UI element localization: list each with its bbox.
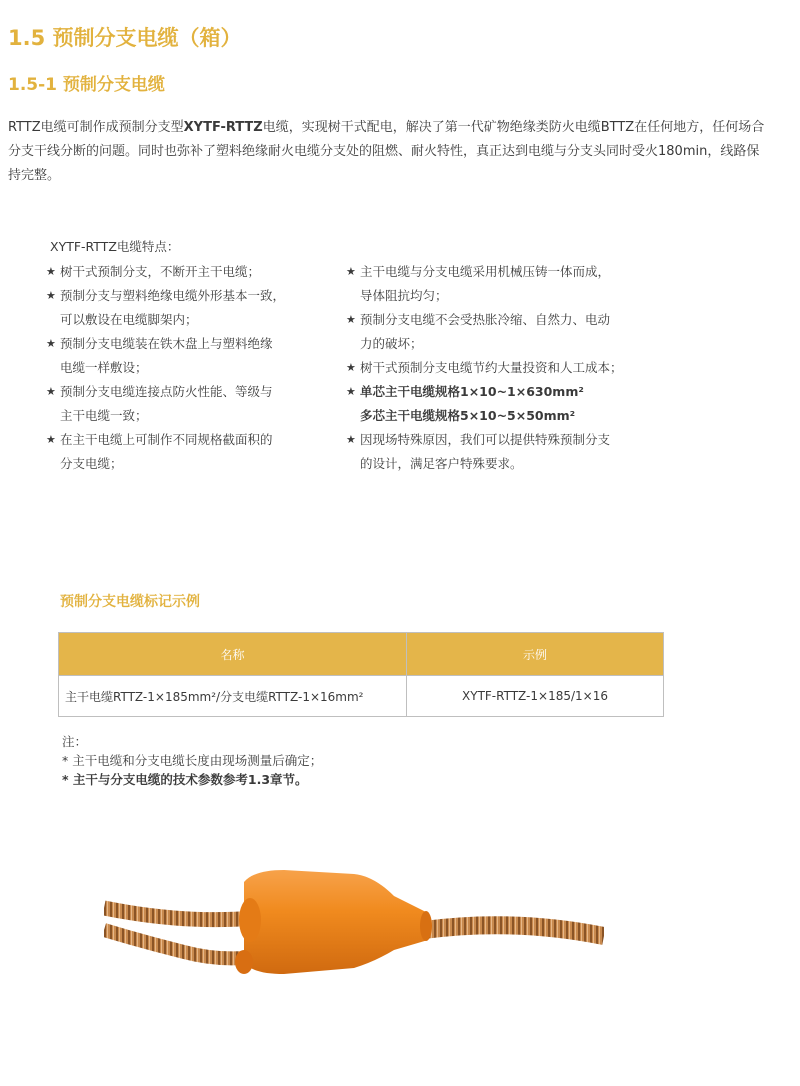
feature-text: 预制分支电缆连接点防火性能、等级与 主干电缆一致； <box>60 384 273 423</box>
intro-text-1: RTTZ电缆可制作成预制分支型 <box>8 120 184 135</box>
sleeve-end-main <box>239 898 261 942</box>
table-title: 预制分支电缆标记示例 <box>60 594 200 610</box>
features-right-column <box>346 260 646 476</box>
main-cable-out <box>424 925 604 936</box>
star-icon: ★ <box>346 265 356 278</box>
marking-example-table <box>58 632 664 717</box>
feature-text: 因现场特殊原因，我们可以提供特殊预制分支 的设计，满足客户特殊要求。 <box>360 432 611 471</box>
feature-item <box>46 428 336 476</box>
feature-text: 树干式预制分支，不断开主干电缆； <box>60 264 261 279</box>
table-cell-name: 主干电缆RTTZ-1×185mm²/分支电缆RTTZ-1×16mm² <box>59 676 407 717</box>
feature-item-specs <box>346 380 646 428</box>
feature-text: 单芯主干电缆规格1×10~1×630mm² 多芯主干电缆规格5×10~5×50mm² <box>360 384 584 423</box>
intro-model-bold: XYTF-RTTZ <box>183 120 263 135</box>
feature-text: 预制分支电缆不会受热胀冷缩、自然力、电动 力的破坏； <box>360 312 611 351</box>
star-icon: ★ <box>346 361 356 374</box>
branch-cable-illustration <box>104 822 604 1040</box>
feature-item <box>346 428 646 476</box>
feature-item <box>46 380 336 428</box>
star-icon: ★ <box>46 433 56 446</box>
cable-product-photo <box>104 822 604 1040</box>
star-icon: ★ <box>346 385 356 398</box>
feature-item <box>46 260 336 284</box>
sleeve-body <box>244 870 428 974</box>
feature-item <box>346 308 646 356</box>
star-icon: ★ <box>46 289 56 302</box>
feature-item <box>346 356 646 380</box>
note-line-bold: * 主干与分支电缆的技术参数参考1.3章节。 <box>62 772 308 787</box>
column-header-example: 示例 <box>407 633 664 676</box>
page-title: 1.5 预制分支电缆（箱） <box>8 26 242 50</box>
notes <box>62 732 322 789</box>
feature-text: 主干电缆与分支电缆采用机械压铸一体而成， 导体阻抗均匀； <box>360 264 611 303</box>
notes-label: 注： <box>62 734 88 749</box>
intro-paragraph <box>8 116 768 188</box>
feature-item <box>46 284 336 332</box>
features-title: XYTF-RTTZ电缆特点： <box>50 239 180 254</box>
feature-text: 预制分支电缆装在铁木盘上与塑料绝缘 电缆一样敷设； <box>60 336 273 375</box>
column-header-name: 名称 <box>59 633 407 676</box>
branch-cable <box>104 930 244 958</box>
feature-text: 树干式预制分支电缆节约大量投资和人工成本； <box>360 360 623 375</box>
star-icon: ★ <box>46 337 56 350</box>
star-icon: ★ <box>346 313 356 326</box>
star-icon: ★ <box>46 265 56 278</box>
table-cell-example: XYTF-RTTZ-1×185/1×16 <box>407 676 664 717</box>
note-line: * 主干电缆和分支电缆长度由现场测量后确定； <box>62 753 323 768</box>
features-left-column <box>46 260 336 476</box>
sleeve-end-out <box>420 911 432 941</box>
table-header-row <box>59 633 664 676</box>
star-icon: ★ <box>46 385 56 398</box>
feature-text: 预制分支与塑料绝缘电缆外形基本一致， 可以敷设在电缆脚架内； <box>60 288 286 327</box>
sleeve-end-branch <box>235 950 253 974</box>
section-title: 1.5-1 预制分支电缆 <box>8 75 165 95</box>
feature-item <box>346 260 646 308</box>
star-icon: ★ <box>346 433 356 446</box>
intro-text-2: 电缆，实现树干式配电，解决了第一代矿物绝缘类防火电缆BTTZ在任何地方，任何场合分支干线分断的问题。同时也弥补了塑料绝缘耐火电缆分支处的阻燃、耐火特性，真正达到电缆与分支头同时受火180min，线路保持完整。 <box>8 120 765 183</box>
table-row <box>59 676 664 717</box>
feature-text: 在主干电缆上可制作不同规格截面积的 分支电缆； <box>60 432 273 471</box>
feature-item <box>46 332 336 380</box>
